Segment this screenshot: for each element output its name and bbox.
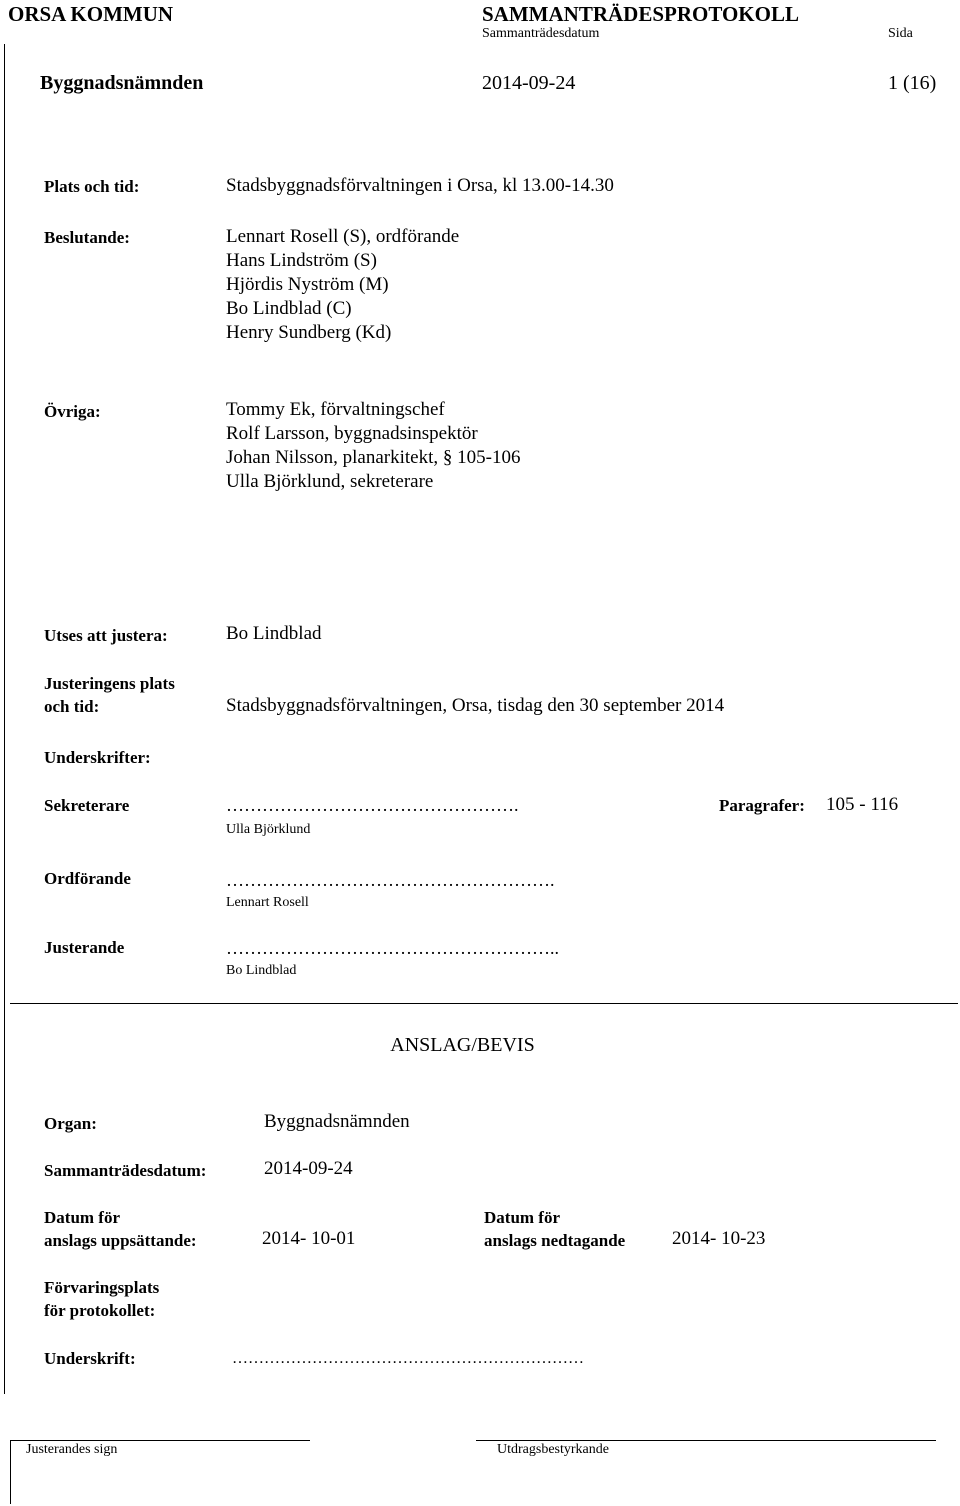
storage-label-2: för protokollet: bbox=[44, 1301, 156, 1320]
decider-item: Hjördis Nyström (M) bbox=[226, 274, 389, 295]
other-item: Rolf Larsson, byggnadsinspektör bbox=[226, 423, 478, 444]
left-border bbox=[4, 44, 5, 1394]
notice-title: ANSLAG/BEVIS bbox=[390, 1034, 535, 1056]
adjust-place-label-2: och tid: bbox=[44, 697, 100, 716]
removed-label-2: anslags nedtagande bbox=[484, 1231, 626, 1250]
deciders-label: Beslutande: bbox=[44, 228, 130, 247]
posted-label-2: anslags uppsättande: bbox=[44, 1231, 197, 1250]
body-name: Byggnadsnämnden bbox=[40, 72, 204, 94]
decider-item: Henry Sundberg (Kd) bbox=[226, 322, 392, 343]
org-name: ORSA KOMMUN bbox=[8, 2, 174, 26]
adjuster-value: Bo Lindblad bbox=[226, 623, 322, 644]
adjust-place-label-1: Justeringens plats bbox=[44, 674, 175, 693]
removed-label-1: Datum för bbox=[484, 1208, 561, 1227]
adjust-place-value: Stadsbyggnadsförvaltningen, Orsa, tisdag den 30 september 2014 bbox=[226, 695, 725, 716]
other-item: Johan Nilsson, planarkitekt, § 105-106 bbox=[226, 447, 521, 468]
other-item: Ulla Björklund, sekreterare bbox=[226, 471, 434, 492]
signatures-label: Underskrifter: bbox=[44, 748, 151, 767]
removed-value: 2014- 10-23 bbox=[672, 1228, 766, 1249]
extract-cert: Utdragsbestyrkande bbox=[497, 1442, 609, 1457]
signature-label: Underskrift: bbox=[44, 1349, 136, 1368]
others-label: Övriga: bbox=[44, 402, 101, 421]
adjuster-sign-label: Justerande bbox=[44, 938, 125, 957]
adjuster-label: Utses att justera: bbox=[44, 626, 168, 645]
decider-item: Hans Lindström (S) bbox=[226, 250, 377, 271]
others-list bbox=[226, 398, 520, 494]
footer-left-border bbox=[10, 1440, 11, 1504]
paragraphs-label: Paragrafer: bbox=[719, 796, 805, 815]
chair-name: Lennart Rosell bbox=[226, 895, 309, 910]
place-value: Stadsbyggnadsförvaltningen i Orsa, kl 13.00-14.30 bbox=[226, 175, 614, 196]
meeting-date: 2014-09-24 bbox=[482, 72, 576, 94]
adjuster-name: Bo Lindblad bbox=[226, 963, 297, 978]
organ-label: Organ: bbox=[44, 1114, 97, 1133]
decider-item: Lennart Rosell (S), ordförande bbox=[226, 226, 460, 247]
date-label: Sammanträdesdatum bbox=[482, 26, 600, 41]
organ-value: Byggnadsnämnden bbox=[264, 1111, 410, 1132]
posted-label-1: Datum för bbox=[44, 1208, 121, 1227]
chair-label: Ordförande bbox=[44, 869, 131, 888]
page-number: 1 (16) bbox=[888, 72, 937, 94]
footer-sign-line-right bbox=[476, 1440, 936, 1441]
meeting-date-value: 2014-09-24 bbox=[264, 1158, 353, 1179]
signature-line: ………………………………………………………… bbox=[232, 1350, 584, 1367]
footer-sign-line-left bbox=[10, 1440, 310, 1441]
doc-type: SAMMANTRÄDESPROTOKOLL bbox=[482, 2, 799, 26]
adjuster-signature-line: ……………………………………………….. bbox=[226, 938, 559, 958]
meeting-date-label: Sammanträdesdatum: bbox=[44, 1161, 207, 1180]
posted-value: 2014- 10-01 bbox=[262, 1228, 356, 1249]
storage-label-1: Förvaringsplats bbox=[44, 1278, 160, 1297]
deciders-list bbox=[226, 225, 459, 345]
secretary-signature-line: …………………………………………. bbox=[226, 795, 519, 815]
chair-signature-line: ………………………………………………. bbox=[226, 870, 555, 890]
adjusters-sign: Justerandes sign bbox=[26, 1442, 118, 1457]
secretary-name: Ulla Björklund bbox=[226, 822, 311, 837]
page-label: Sida bbox=[888, 26, 913, 41]
section-divider bbox=[10, 1003, 958, 1004]
secretary-label: Sekreterare bbox=[44, 796, 130, 815]
other-item: Tommy Ek, förvaltningschef bbox=[226, 399, 445, 420]
place-label: Plats och tid: bbox=[44, 177, 140, 196]
decider-item: Bo Lindblad (C) bbox=[226, 298, 352, 319]
paragraphs-value: 105 - 116 bbox=[826, 794, 899, 815]
